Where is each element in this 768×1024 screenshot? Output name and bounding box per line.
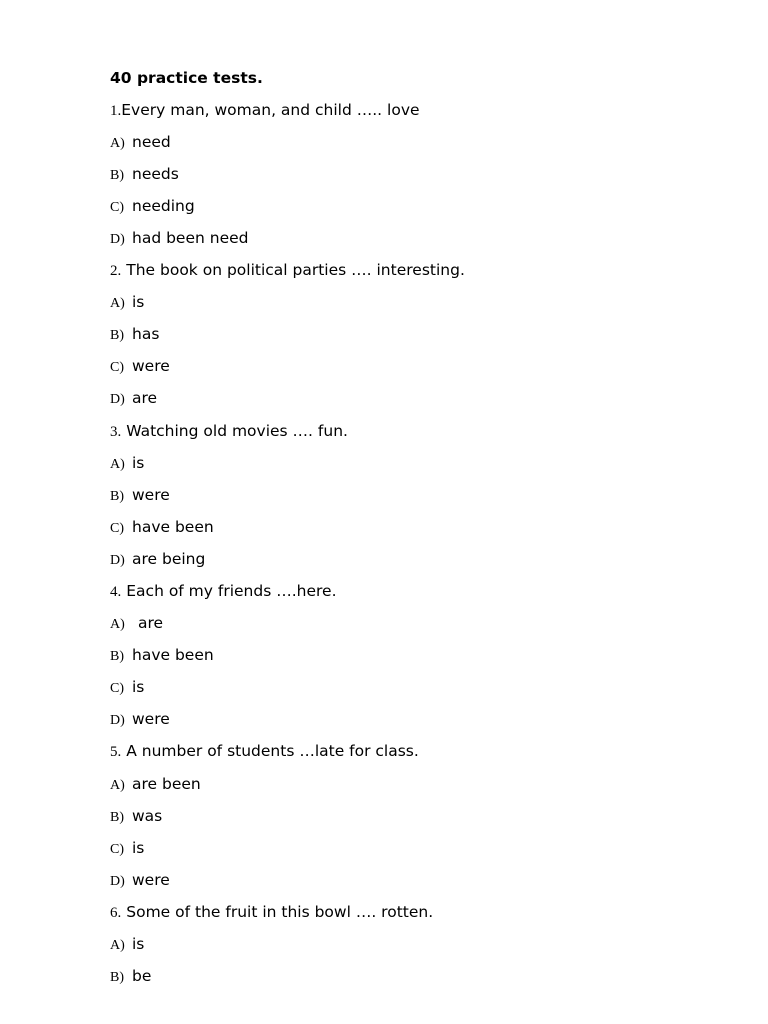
option-text: is: [132, 935, 145, 953]
option-5c: [110, 836, 144, 860]
question-text: The book on political parties …. interesting.: [126, 261, 465, 279]
option-text: have been: [132, 646, 214, 664]
option-text: were: [132, 357, 170, 375]
option-1b: [110, 162, 179, 186]
option-3b: [110, 483, 170, 507]
option-text: has: [132, 325, 160, 343]
question-1: [110, 98, 420, 122]
option-letter: B): [110, 649, 124, 664]
option-text: need: [132, 133, 171, 151]
question-text: A number of students …late for class.: [126, 742, 419, 760]
question-2: [110, 258, 465, 282]
option-text: is: [132, 454, 145, 472]
option-letter: C): [110, 200, 124, 215]
option-1d: [110, 226, 249, 250]
option-letter: A): [110, 457, 125, 472]
question-6: [110, 900, 433, 924]
option-text: were: [132, 710, 170, 728]
question-number: 4.: [110, 584, 122, 600]
option-3d: [110, 547, 205, 571]
document-title: 40 practice tests.: [110, 69, 263, 87]
option-letter: C): [110, 360, 124, 375]
option-letter: A): [110, 296, 125, 311]
option-letter: A): [110, 136, 125, 151]
option-1c: [110, 194, 195, 218]
option-letter: A): [110, 938, 125, 953]
option-letter: D): [110, 392, 125, 407]
option-letter: C): [110, 681, 124, 696]
option-letter: B): [110, 168, 124, 183]
option-letter: C): [110, 521, 124, 536]
option-letter: D): [110, 232, 125, 247]
option-letter: B): [110, 970, 124, 985]
option-text: was: [132, 807, 163, 825]
option-3c: [110, 515, 214, 539]
option-2b: [110, 322, 159, 346]
option-text: are: [132, 389, 158, 407]
option-text: be: [132, 967, 152, 985]
option-text: is: [132, 839, 145, 857]
option-2a: [110, 290, 144, 314]
question-text: Some of the fruit in this bowl …. rotten.: [126, 903, 434, 921]
option-5d: [110, 868, 170, 892]
option-letter: D): [110, 713, 125, 728]
option-letter: A): [110, 778, 125, 793]
option-text: are been: [132, 775, 201, 793]
option-letter: B): [110, 489, 124, 504]
option-6b: [110, 964, 151, 988]
option-letter: B): [110, 328, 124, 343]
option-4d: [110, 707, 170, 731]
question-text: Watching old movies …. fun.: [126, 422, 348, 440]
option-text: needing: [132, 197, 195, 215]
option-text: had been need: [132, 229, 249, 247]
option-4c: [110, 675, 144, 699]
option-2c: [110, 354, 170, 378]
option-letter: C): [110, 842, 124, 857]
option-letter: D): [110, 874, 125, 889]
question-text: Every man, woman, and child ….. love: [121, 101, 420, 119]
option-text: were: [132, 486, 170, 504]
question-number: 6.: [110, 905, 122, 921]
option-3a: [110, 451, 144, 475]
option-letter: A): [110, 617, 125, 632]
option-text: is: [132, 678, 145, 696]
option-4a: [110, 611, 163, 635]
question-text: Each of my friends ….here.: [126, 582, 337, 600]
question-number: 2.: [110, 263, 122, 279]
option-5b: [110, 804, 162, 828]
question-3: [110, 419, 348, 443]
question-4: [110, 579, 337, 603]
option-text: are: [138, 614, 164, 632]
question-number: 3.: [110, 424, 122, 440]
option-text: were: [132, 871, 170, 889]
option-letter: D): [110, 553, 125, 568]
option-letter: B): [110, 810, 124, 825]
question-5: [110, 739, 419, 763]
option-4b: [110, 643, 214, 667]
question-number: 5.: [110, 744, 122, 760]
option-text: are being: [132, 550, 206, 568]
option-text: is: [132, 293, 145, 311]
option-2d: [110, 386, 157, 410]
option-6a: [110, 932, 144, 956]
option-text: have been: [132, 518, 214, 536]
option-5a: [110, 772, 201, 796]
option-text: needs: [132, 165, 179, 183]
question-number: 1.: [110, 103, 122, 119]
option-1a: [110, 130, 171, 154]
